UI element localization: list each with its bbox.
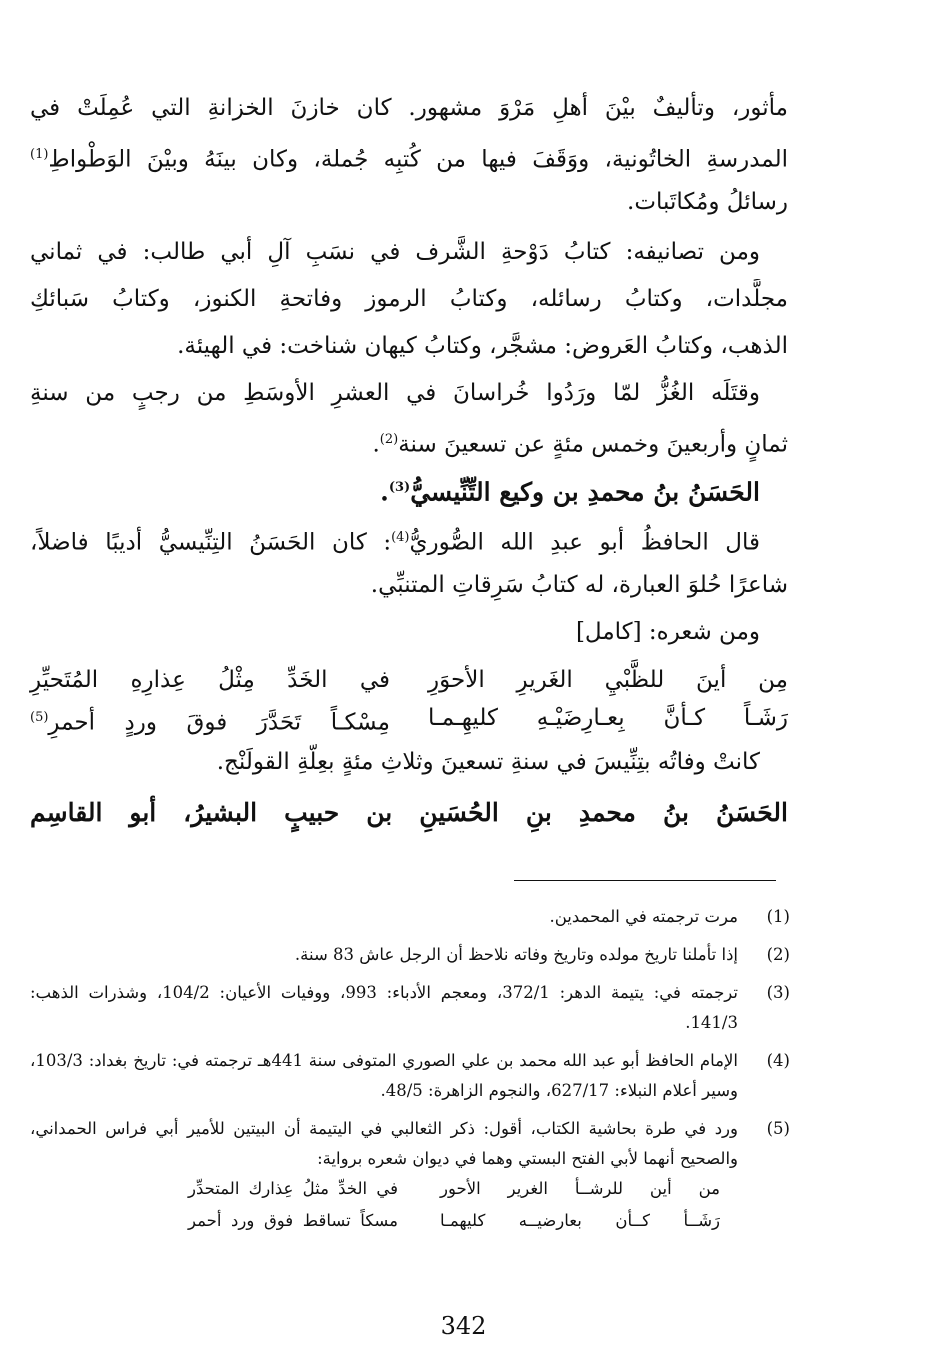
text-span: قال الحافظُ أبو عبدِ الله الصُّوريُّ (409, 529, 761, 556)
text-line: مأثور، وتأليفٌ بيْنَ أهلِ مَرْوَ مشهور. كان خازنَ الخزانةِ التي عُمِلَتْ في (30, 95, 788, 121)
poem-intro: ومن شعره: [كامل] (575, 619, 760, 645)
footnote-number: (4) (766, 1051, 790, 1070)
footnote-item (30, 978, 790, 1038)
footnote-marker: (4) (391, 530, 410, 545)
footnote-verse (30, 1174, 738, 1206)
footnote-text: إذا تأملنا تاريخ مولده وتاريخ وفاته نلاحظ أن الرجل عاش 83 سنة. (294, 945, 738, 964)
entry-heading: الحَسَنُ بنُ محمدِ بنِ الحُسَينِ بن حبيبٍ البشيرُ، أبو القاسِم (30, 798, 788, 827)
footnote-text: ترجمته في: يتيمة الدهر: 372/1، ومعجم الأدباء: 993، ووفيات الأعيان: 104/2، وشذرات الذهب: 141/3. (30, 983, 738, 1032)
text-span: المدرسةِ الخاتُونية، ووَقَفَ فيها من كُتبِه جُملة، وكان بينَهُ وبيْنَ الوَطْواطِ (48, 146, 788, 173)
footnote-marker: (2) (379, 432, 399, 447)
footnote-text: مرت ترجمته في المحمدين. (549, 907, 738, 926)
heading-text: الحَسَنُ بنُ محمدِ بن وكيع التِّنِّيسيُّ (410, 477, 760, 507)
text-span: مِسْكـاً تَحَدَّرَ فوقَ وردٍ أحمرِ (48, 709, 390, 736)
text-span: . (372, 431, 380, 458)
text-span: ثمانٍ وأربعينَ وخمس مئةٍ عن تسعينَ سنة (398, 431, 788, 458)
footnote-text: ورد في طرة بحاشية الكتاب، أقول: ذكر الثعالبي في اليتيمة أن البيتين للأمير أبي فراس الحمداني، والصحيح أنهما لأبي الفتح البستي وهما في ديوان شعره برواية: (30, 1119, 738, 1168)
text-line (30, 135, 788, 179)
verse-second-hemistich (30, 698, 390, 743)
text-line (30, 420, 788, 464)
text-line: مجلَّدات، وكتابُ رسائله، وكتابُ الرموز وفاتحةِ الكنوز، وكتابُ سَبائكِ (30, 286, 788, 312)
text-line: الذهب، وكتابُ العَروض: مشجَّر، وكتابُ كيهان شناخت: في الهيئة. (177, 333, 788, 359)
verse-second-hemistich: في الخدِّ مثلُ عِذارك المتحدِّر (188, 1179, 398, 1198)
footnote-number: (1) (766, 907, 790, 926)
text-line (30, 518, 788, 562)
verse-second-hemistich: في الخَدِّ مِثْلُ عِذارِهِ المُتَحيِّرِ (30, 667, 390, 693)
verse-first-hemistich: من أين للرشــأ الغرير الأحور (440, 1179, 720, 1198)
footnote-marker: (1) (30, 147, 49, 162)
text-line: ومن تصانيفه: كتابُ دَوْحةِ الشَّرف في نسَبِ آلِ أبي طالب: في ثماني (30, 239, 760, 265)
footnote-number: (3) (766, 983, 790, 1002)
text-span: . (380, 477, 389, 507)
verse-second-hemistich: مسكاً تساقط فوق ورد أحمر (188, 1211, 398, 1230)
entry-heading (30, 468, 788, 512)
text-line: كانتْ وفاتُه بتِنِّيسَ في سنةِ تسعينَ وثلاثِ مئةٍ بعِلّةِ القولَنْج. (216, 749, 760, 775)
footnote-marker: (5) (30, 710, 49, 725)
footnotes (30, 902, 790, 1238)
text-line: وقتَلَه الغُزُّ لمّا ورَدُوا خُراسانَ في العشرِ الأوسَطِ من رجبٍ من سنةِ (30, 380, 760, 406)
text-line: شاعرًا حُلوَ العبارة، له كتابُ سَرِقاتِ المتنبِّي. (370, 572, 788, 598)
footnote-separator (514, 880, 776, 881)
verse-first-hemistich: مِن أينَ للظَّبْيِ الغَريرِ الأحوَرِ (428, 667, 788, 693)
footnote-number: (2) (766, 945, 790, 964)
footnote-item (30, 1114, 790, 1174)
footnote-verse (30, 1206, 738, 1238)
verse-first-hemistich: رَشَـاً كـأنَّ بِعـارِضَيْـهِ كليهِـمـا (428, 705, 788, 731)
footnote-number: (5) (766, 1119, 790, 1138)
page-number: 342 (440, 1312, 487, 1340)
text-line: رسائلُ ومُكاتَبات. (627, 189, 788, 215)
poem-verse (30, 698, 788, 742)
text-span: : كان الحَسَنُ التِنِّيسيُّ أديبًا فاضلاً، (30, 529, 392, 556)
footnote-marker: (3) (388, 480, 411, 495)
footnote-item (30, 902, 790, 932)
footnote-item (30, 940, 790, 970)
footnote-text: الإمام الحافظ أبو عبد الله محمد بن علي الصوري المتوفى سنة 441هـ ترجمته في: تاريخ بغداد: 103/3، وسير أعلام النبلاء: 627/17، والنجوم الزاهرة: 48/5. (30, 1051, 738, 1100)
footnote-item (30, 1046, 790, 1106)
verse-first-hemistich: رَشَــأ كــأن بعارضيــه كليهمـا (440, 1211, 720, 1230)
